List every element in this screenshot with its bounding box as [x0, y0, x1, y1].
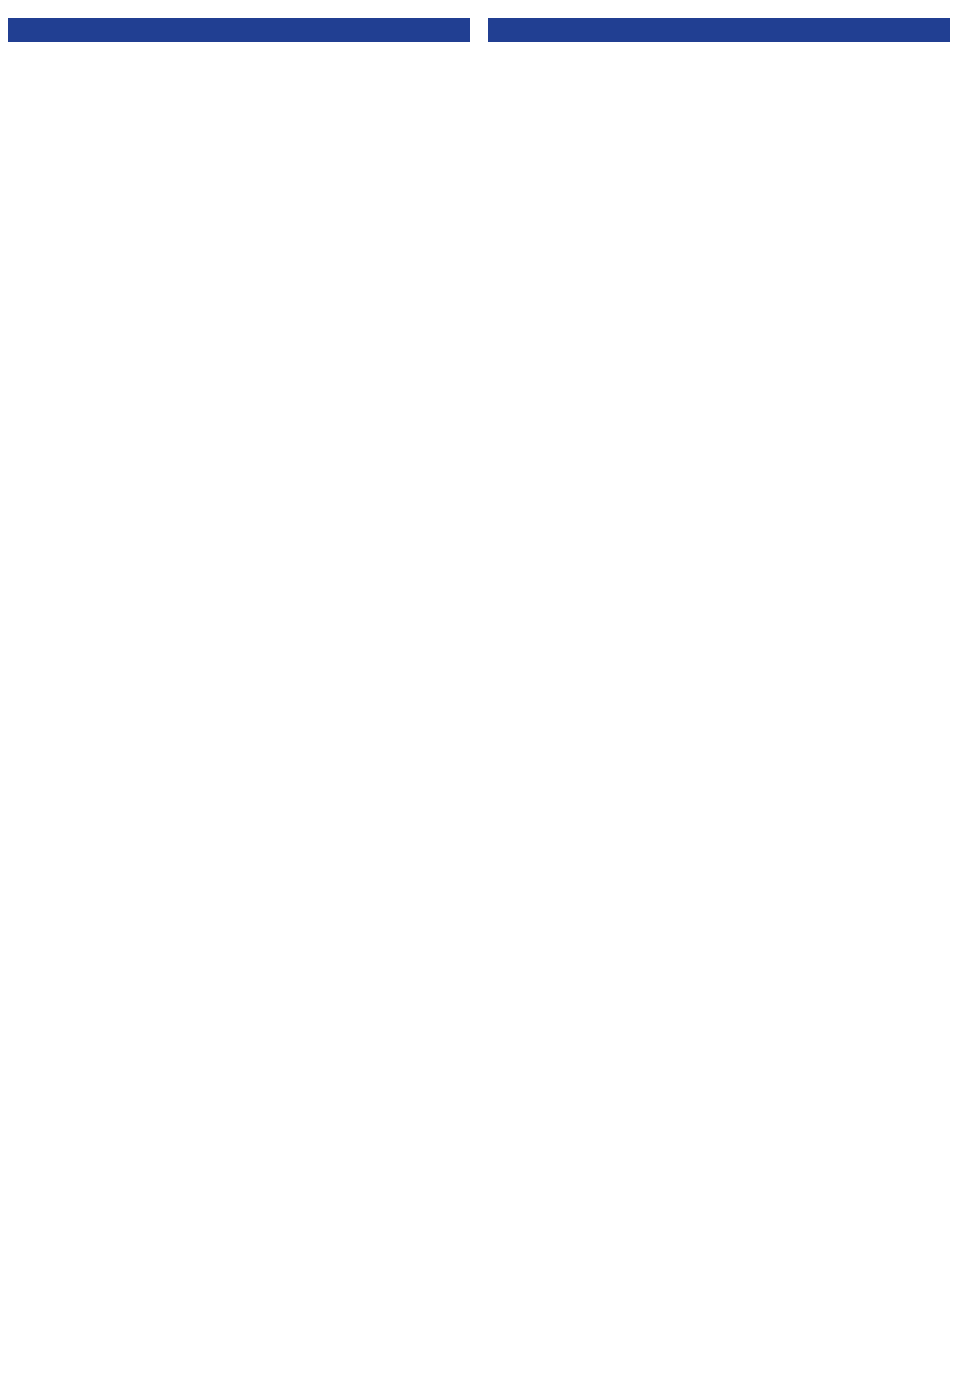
right-column	[488, 8, 950, 48]
section-c-title	[8, 18, 470, 42]
section-d-title	[488, 18, 950, 42]
left-column	[8, 8, 470, 48]
